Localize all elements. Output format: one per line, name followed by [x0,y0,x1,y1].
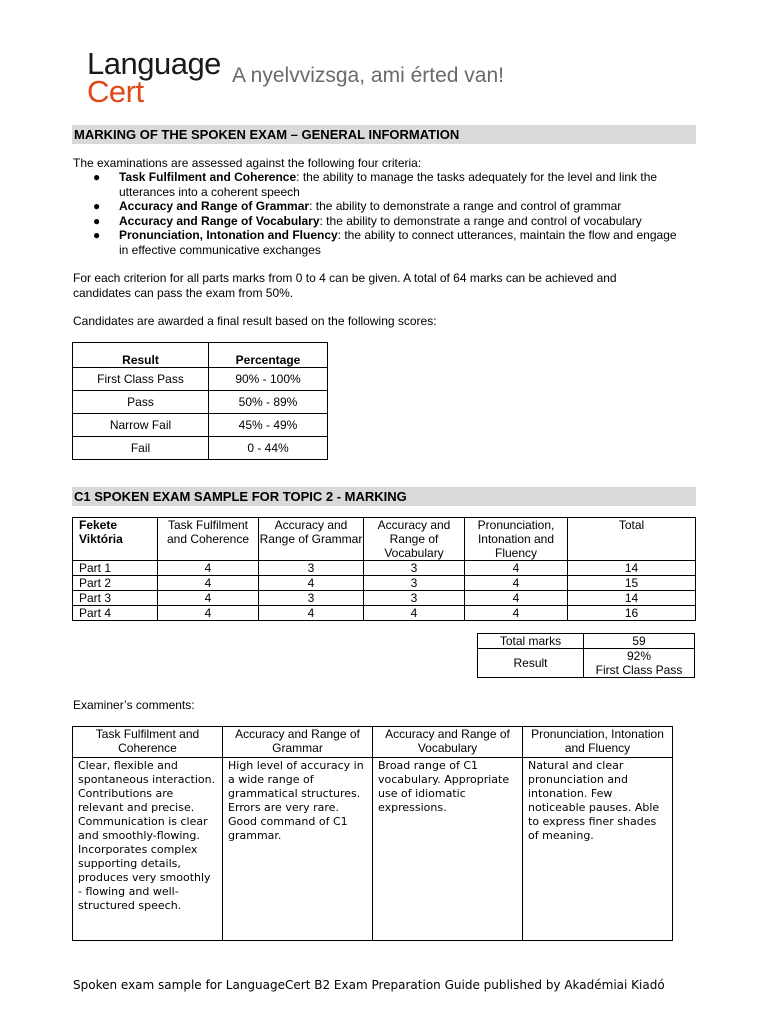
criterion-term: Accuracy and Range of Grammar [119,199,310,213]
result-table [72,342,328,460]
section1-title: MARKING OF THE SPOKEN EXAM – GENERAL INFORMATION [72,125,696,144]
table-cell: 4 [158,591,259,606]
table-cell: 4 [465,591,568,606]
table-cell: 0 - 44% [209,437,328,460]
table-cell: 4 [158,606,259,621]
criteria-list [73,170,683,257]
column-header: Accuracy and Range of Vocabulary [364,518,465,561]
table-cell: 15 [568,576,696,591]
scores-intro: Candidates are awarded a final result based on the following scores: [73,314,437,328]
table-cell: 4 [259,576,364,591]
result-label: Result [478,649,584,678]
table-row [73,561,696,576]
table-row [73,391,328,414]
table-cell: 90% - 100% [209,368,328,391]
table-row [73,437,328,460]
table-cell: Part 4 [73,606,158,621]
total-marks-value: 59 [584,634,695,649]
table-cell: Narrow Fail [73,414,209,437]
logo-line1: Language [87,46,221,81]
table-cell: Fail [73,437,209,460]
table-row [478,649,695,678]
table-row [73,758,673,941]
comment-cell: Natural and clear pronunciation and intonation. Few noticeable pauses. Able to express finer shades of meaning. [523,758,673,941]
table-cell: 4 [465,606,568,621]
table-cell: 4 [465,576,568,591]
table-cell: 14 [568,561,696,576]
table-cell: 4 [364,606,465,621]
table-cell: 14 [568,591,696,606]
table-cell: 3 [364,561,465,576]
column-header: Accuracy and Range of Grammar [259,518,364,561]
table-cell: 3 [364,591,465,606]
table-cell: 4 [259,606,364,621]
criterion-item: ● Pronunciation, Intonation and Fluency: the ability to connect utterances, maintain the flow and engage in effective communicative exchanges [93,228,677,257]
criterion-desc: : the ability to connect utterances, maintain the flow and engage in effective communicative exchanges [119,228,677,257]
result-value [584,649,695,678]
table-row [73,576,696,591]
table-row [478,634,695,649]
column-header: Result [73,343,209,368]
criterion-item: ● Accuracy and Range of Grammar: the ability to demonstrate a range and control of grammar [93,199,622,213]
table-header-row [73,727,673,758]
table-cell: 45% - 49% [209,414,328,437]
criterion-term: Accuracy and Range of Vocabulary [119,213,320,228]
table-cell: Part 3 [73,591,158,606]
table-header-row [73,343,328,368]
comments-table [72,726,673,941]
tagline: A nyelvvizsga, ami érted van! [232,64,504,87]
footer-note: Spoken exam sample for LanguageCert B2 Exam Preparation Guide published by Akadémiai Kiadó [73,978,665,992]
section2-title: C1 SPOKEN EXAM SAMPLE FOR TOPIC 2 - MARKING [72,487,696,506]
logo-line2: Cert [87,74,144,109]
criterion-desc: : the ability to demonstrate a range and control of grammar [309,199,622,213]
marks-explanation: For each criterion for all parts marks from 0 to 4 can be given. A total of 64 marks can be achieved and candidates can pass the exam from 50%. [73,271,617,300]
comment-cell: Clear, flexible and spontaneous interaction. Contributions are relevant and precise. Communication is clear and smoothly-flowing. Incorporates complex supporting details, produces very smoothly - flowing and well-structured speech. [73,758,223,941]
comment-cell: High level of accuracy in a wide range of grammatical structures. Errors are very rare. Good command of C1 grammar. [223,758,373,941]
total-marks-label: Total marks [478,634,584,649]
criterion-term: Pronunciation, Intonation and Fluency [119,228,338,242]
criterion-desc: : the ability to manage the tasks adequately for the level and link the utterances into a coherent speech [119,170,658,199]
column-header: Percentage [209,343,328,368]
table-cell: 3 [259,591,364,606]
table-row [73,591,696,606]
table-cell: 16 [568,606,696,621]
column-header: Task Fulfilment and Coherence [73,727,223,758]
table-row [73,368,328,391]
candidate-name: Fekete Viktória [73,518,158,561]
marks-table [72,517,696,621]
comment-cell: Broad range of C1 vocabulary. Appropriate use of idiomatic expressions. [373,758,523,941]
criterion-desc: : the ability to demonstrate a range and control of vocabulary [319,213,642,228]
criterion-item: ● Task Fulfilment and Coherence: the ability to manage the tasks adequately for the level and link the utterances into a coherent speech [93,170,658,199]
table-cell: Part 1 [73,561,158,576]
languagecert-logo [87,48,221,107]
criteria-intro: The examinations are assessed against the following four criteria: [73,156,422,170]
column-header: Pronunciation, Intonation and Fluency [523,727,673,758]
table-cell: 3 [259,561,364,576]
column-header: Total [568,518,696,561]
criterion-term: Task Fulfilment and Coherence [119,170,297,184]
result-percent: 92% [626,649,652,663]
comments-label: Examiner’s comments: [73,698,195,712]
column-header: Task Fulfilment and Coherence [158,518,259,561]
table-cell: 50% - 89% [209,391,328,414]
column-header: Accuracy and Range of Vocabulary [373,727,523,758]
table-cell: Pass [73,391,209,414]
table-cell: 4 [158,561,259,576]
table-cell: 4 [158,576,259,591]
result-text: First Class Pass [595,663,683,677]
table-cell: 3 [364,576,465,591]
table-cell: First Class Pass [73,368,209,391]
table-cell: 4 [465,561,568,576]
table-row [73,414,328,437]
table-cell: Part 2 [73,576,158,591]
table-row [73,606,696,621]
column-header: Accuracy and Range of Grammar [223,727,373,758]
column-header: Pronunciation, Intonation and Fluency [465,518,568,561]
totals-table [477,633,695,678]
criterion-item: ● Accuracy and Range of Vocabulary: the ability to demonstrate a range and control of vocabulary [93,213,642,228]
table-header-row [73,518,696,561]
